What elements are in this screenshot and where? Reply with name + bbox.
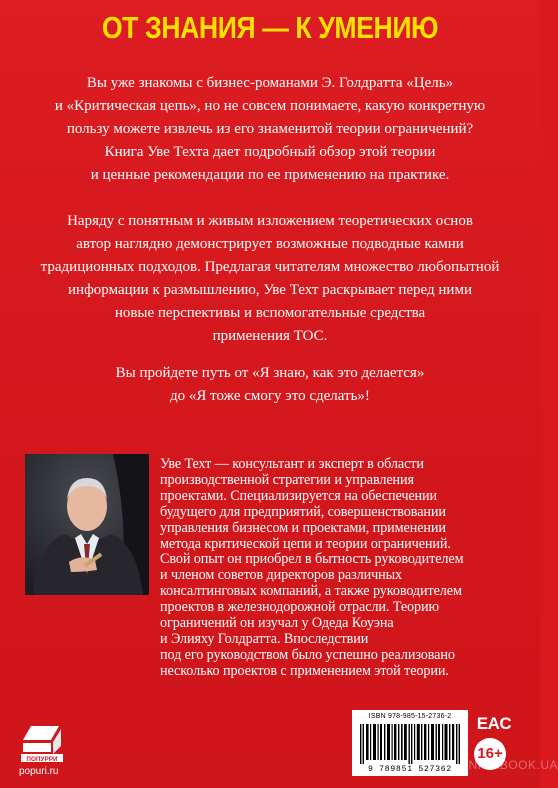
author-photo	[25, 454, 149, 595]
text-line: Вы уже знакомы с бизнес-романами Э. Голдратта «Цель»	[86, 75, 454, 91]
bio-line: метода критической цепи и теории ограничений.	[160, 535, 451, 552]
publisher-logo	[17, 716, 67, 766]
ean-digits: 9 789851 527362	[367, 765, 452, 774]
text-line: Вы пройдете путь от «Я знаю, как это делается»	[115, 365, 425, 381]
barcode	[352, 710, 468, 776]
cover-title: ОТ ЗНАНИЯ — К УМЕНИЮ	[101, 10, 439, 45]
bio-line: проектами. Специализируется на обеспечении	[160, 487, 438, 504]
text-line: Книга Уве Техта дает подробный обзор этой теории	[104, 144, 436, 160]
text-line: автор наглядно демонстрирует возможные подводные камни	[76, 236, 464, 252]
bio-line: под его руководством было успешно реализовано	[160, 646, 455, 663]
text-line: и ценные рекомендации по ее применению на практике.	[90, 167, 450, 183]
age-rating-badge: 16+	[474, 738, 506, 770]
bio-line: Свой опыт он приобрел в бытность руководителем	[160, 551, 464, 568]
text-line: новые перспективы и вспомогательные средства	[114, 305, 426, 321]
text-line: Наряду с понятным и живым изложением теоретических основ	[67, 213, 473, 229]
text-line: пользу можете извлечь из его знаменитой теории ограничений?	[66, 121, 474, 137]
bio-line: и членом советов директоров различных	[160, 567, 403, 584]
text-line: применения ТОС.	[212, 328, 328, 344]
bio-line: проектов в железнодорожной отрасли. Теорию	[160, 599, 440, 616]
text-line: и «Критическая цепь», но не совсем понимаете, какую конкретную	[54, 98, 486, 114]
text-line: информации к размышлению, Уве Техт раскрывает перед ними	[68, 282, 472, 298]
bio-line: управления бизнесом и проектами, применении	[160, 519, 446, 536]
bio-line: производственной стратегии и управления	[160, 471, 414, 488]
isbn-label: ISBN 978-985-15-2736-2	[368, 713, 452, 720]
barcode-bars	[358, 724, 462, 764]
bio-line: несколько проектов с применением этой теории.	[160, 662, 449, 679]
publisher-site: popuri.ru	[19, 766, 59, 777]
author-bio	[160, 457, 520, 680]
publisher-logo-icon	[17, 716, 67, 766]
text-line: до «Я тоже смогу это сделать»!	[170, 388, 370, 404]
bio-line: и Элияху Голдратта. Впоследствии	[160, 630, 369, 647]
watermark: KNIGABOOK.UA	[460, 758, 558, 772]
tagline-paragraph	[40, 362, 500, 408]
intro-paragraph	[40, 72, 500, 187]
publisher-name: ПОПУРРИ	[26, 755, 58, 763]
bio-line: будущего для предприятий, совершенствовании	[160, 503, 446, 520]
description-paragraph	[40, 210, 500, 348]
bio-line: Уве Техт — консультант и эксперт в области	[160, 456, 424, 472]
bio-line: ограничений он изучал у Одеда Коуэна	[160, 615, 394, 632]
eac-mark: EAC	[476, 714, 512, 733]
bio-line: консалтинговых компаний, а также руководителем	[160, 583, 462, 600]
text-line: традиционных подходов. Предлагая читателям множество любопытной	[40, 259, 500, 275]
